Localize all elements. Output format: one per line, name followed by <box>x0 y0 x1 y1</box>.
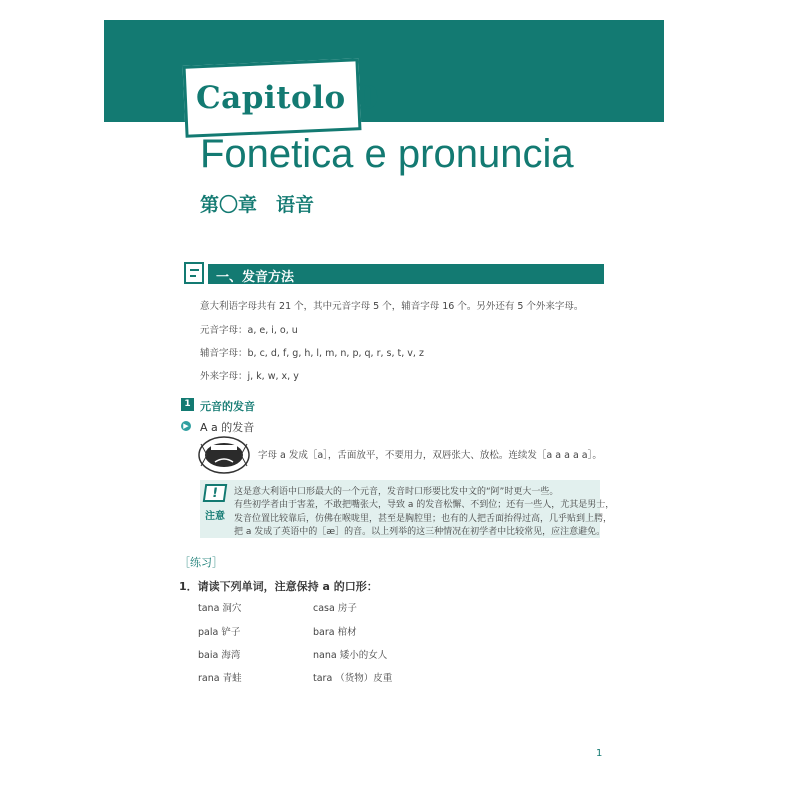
vocab-word: nana 矮小的女人 <box>313 650 388 661</box>
vocab-word: rana 青蛙 <box>198 673 242 684</box>
page-number: 1 <box>596 748 603 759</box>
vocab-word: bara 棺材 <box>313 627 357 638</box>
vocab-word: tana 洞穴 <box>198 603 242 614</box>
vocab-word: pala 铲子 <box>198 627 241 638</box>
section-title: 一、发音方法 <box>216 270 295 285</box>
mouth-shape-icon <box>198 434 250 476</box>
consonant-list: 辅音字母：b, c, d, f, g, h, l, m, n, p, q, r, s, t, v, z <box>200 348 424 359</box>
item-title: A a 的发音 <box>200 421 255 434</box>
exercise-question: 1．请读下列单词，注意保持 a 的口形： <box>179 580 378 593</box>
foreign-letter-list: 外来字母：j, k, w, x, y <box>200 371 299 382</box>
note-label: 注意 <box>205 511 225 522</box>
item-description: 字母 a 发成［a］，舌面放平，不要用力，双唇张大、放松。连续发［a a a a a］。 <box>258 450 602 461</box>
page-title: Fonetica e pronuncia <box>200 132 574 176</box>
vocab-word: casa 房子 <box>313 603 357 614</box>
warning-icon: ! <box>203 484 228 502</box>
subsection-number: 1 <box>181 398 194 411</box>
note-line: 这是意大利语中口形最大的一个元音，发音时口形要比发中文的“阿”时更大一些。 <box>234 487 559 497</box>
note-line: 发音位置比较靠后，仿佛在喉咙里，甚至是胸腔里；也有的人把舌面抬得过高，几乎贴到上腭， <box>234 514 613 524</box>
note-line: 有些初学者由于害羞，不敢把嘴张大，导致 a 的发音松懈、不到位；还有一些人，尤其是男士， <box>234 500 615 510</box>
intro-text: 意大利语字母共有 21 个，其中元音字母 5 个，辅音字母 16 个。另外还有 5 个外来字母。 <box>200 301 584 312</box>
exercise-heading: ［练习］ <box>179 556 223 569</box>
vocab-word: baia 海湾 <box>198 650 241 661</box>
vocab-word: tara （货物）皮重 <box>313 673 393 684</box>
book-icon <box>184 262 204 284</box>
audio-bullet-icon: ▶ <box>181 421 191 431</box>
vowel-list: 元音字母：a, e, i, o, u <box>200 325 298 336</box>
note-line: 把 a 发成了英语中的［æ］的音。以上列举的这三种情况在初学者中比较常见，应注意避免。 <box>234 527 606 537</box>
subsection-title: 元音的发音 <box>200 400 255 413</box>
chapter-label: Capitolo 0 <box>196 80 380 116</box>
chapter-subtitle: 第〇章 语音 <box>200 194 315 216</box>
